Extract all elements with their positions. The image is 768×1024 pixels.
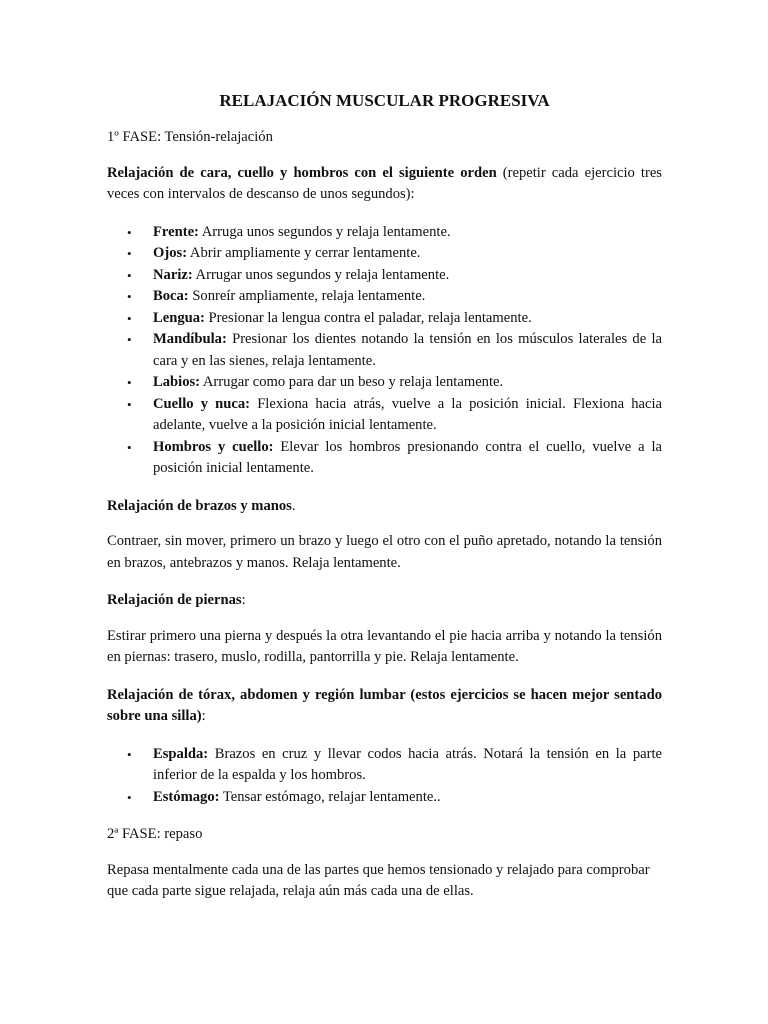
- exercise-label: Nariz:: [153, 266, 193, 283]
- face-section-intro: [107, 163, 662, 206]
- list-item: [107, 787, 662, 809]
- exercise-label: Frente:: [153, 223, 199, 240]
- exercise-label: Espalda:: [153, 745, 209, 762]
- exercise-label: Estómago:: [153, 788, 220, 805]
- document-page: [107, 89, 662, 919]
- bullet-icon: •: [127, 246, 132, 261]
- arms-section-heading-line: [107, 496, 662, 518]
- bullet-icon: •: [127, 332, 132, 347]
- legs-section-heading: Relajación de piernas: [107, 592, 242, 608]
- list-item: [107, 744, 662, 787]
- legs-section-heading-line: [107, 590, 662, 612]
- bullet-icon: •: [127, 789, 132, 805]
- list-item: [107, 329, 662, 372]
- document-title: RELAJACIÓN MUSCULAR PROGRESIVA: [219, 91, 550, 110]
- list-item: [107, 222, 662, 244]
- list-item: [107, 265, 662, 287]
- face-exercise-list: [107, 222, 662, 480]
- phase-2-body: Repasa mentalmente cada una de las partes que hemos tensionado y relajado para comprobar que cada parte sigue relajada, relaja aún más cada una de ellas.: [107, 861, 650, 899]
- arms-section-punct: .: [291, 497, 296, 514]
- exercise-label: Mandíbula:: [153, 331, 227, 347]
- exercise-text: Abrir ampliamente y cerrar lentamente.: [187, 245, 421, 261]
- exercise-text: Sonreír ampliamente, relaja lentamente.: [188, 288, 426, 304]
- exercise-text: Brazos en cruz y llevar codos hacia atrás. Notará la tensión en la parte inferior de la espalda y los hombros.: [153, 745, 662, 783]
- list-item: [107, 286, 662, 308]
- bullet-icon: •: [127, 439, 132, 455]
- face-section-note: (repetir cada ejercicio tres veces con intervalos de descanso de unos segundos):: [107, 164, 662, 202]
- exercise-label: Labios:: [153, 374, 201, 390]
- arms-section-heading: Relajación de brazos y manos: [107, 497, 292, 514]
- face-section-heading: Relajación de cara, cuello y hombros con el siguiente orden: [107, 164, 497, 181]
- bullet-icon: •: [127, 224, 132, 240]
- bullet-icon: •: [127, 267, 132, 283]
- legs-section-punct: :: [241, 592, 246, 608]
- exercise-text: Elevar los hombros presionando contra el cuello, vuelve a la posición inicial lentamente.: [153, 438, 662, 476]
- legs-section-body: Estirar primero una pierna y después la otra levantando el pie hacia arriba y notando la tensión en piernas: trasero, muslo, rodilla, pantorrilla y pie. Relaja lentamente.: [107, 627, 662, 665]
- torso-exercise-list: [107, 744, 662, 809]
- bullet-icon: •: [127, 746, 132, 762]
- bullet-icon: •: [127, 289, 132, 304]
- exercise-label: Hombros y cuello:: [153, 438, 274, 455]
- bullet-icon: •: [127, 396, 132, 412]
- exercise-label: Cuello y nuca:: [153, 395, 251, 412]
- exercise-text: Tensar estómago, relajar lentamente..: [219, 788, 441, 805]
- bullet-icon: •: [127, 310, 132, 326]
- list-item: [107, 372, 662, 394]
- phase-1-heading: 1º FASE: Tensión-relajación: [107, 129, 273, 145]
- exercise-text: Arruga unos segundos y relaja lentamente.: [198, 223, 451, 240]
- exercise-label: Boca:: [153, 288, 189, 304]
- exercise-text: Arrugar unos segundos y relaja lentamente.: [192, 266, 450, 283]
- exercise-label: Lengua:: [153, 309, 205, 326]
- exercise-text: Flexiona hacia atrás, vuelve a la posición inicial. Flexiona hacia adelante, vuelve a la posición inicial lentamente.: [153, 395, 663, 433]
- list-item: [107, 308, 662, 330]
- list-item: [107, 394, 662, 437]
- list-item: [107, 243, 662, 265]
- exercise-label: Ojos:: [153, 245, 188, 261]
- exercise-text: Presionar la lengua contra el paladar, relaja lentamente.: [204, 309, 532, 326]
- exercise-text: Arrugar como para dar un beso y relaja lentamente.: [200, 374, 504, 390]
- torso-section-punct: :: [201, 708, 206, 724]
- torso-section-heading-line: [107, 685, 662, 728]
- torso-section-heading: Relajación de tórax, abdomen y región lumbar (estos ejercicios se hacen mejor sentado sobre una silla): [107, 686, 662, 724]
- bullet-icon: •: [127, 375, 132, 390]
- exercise-text: Presionar los dientes notando la tensión en los músculos laterales de la cara y en las sienes, relaja lentamente.: [153, 331, 662, 369]
- arms-section-body: Contraer, sin mover, primero un brazo y luego el otro con el puño apretado, notando la tensión en brazos, antebrazos y manos. Relaja lentamente.: [107, 533, 662, 571]
- phase-2-heading: 2ª FASE: repaso: [107, 826, 203, 842]
- list-item: [107, 437, 662, 480]
